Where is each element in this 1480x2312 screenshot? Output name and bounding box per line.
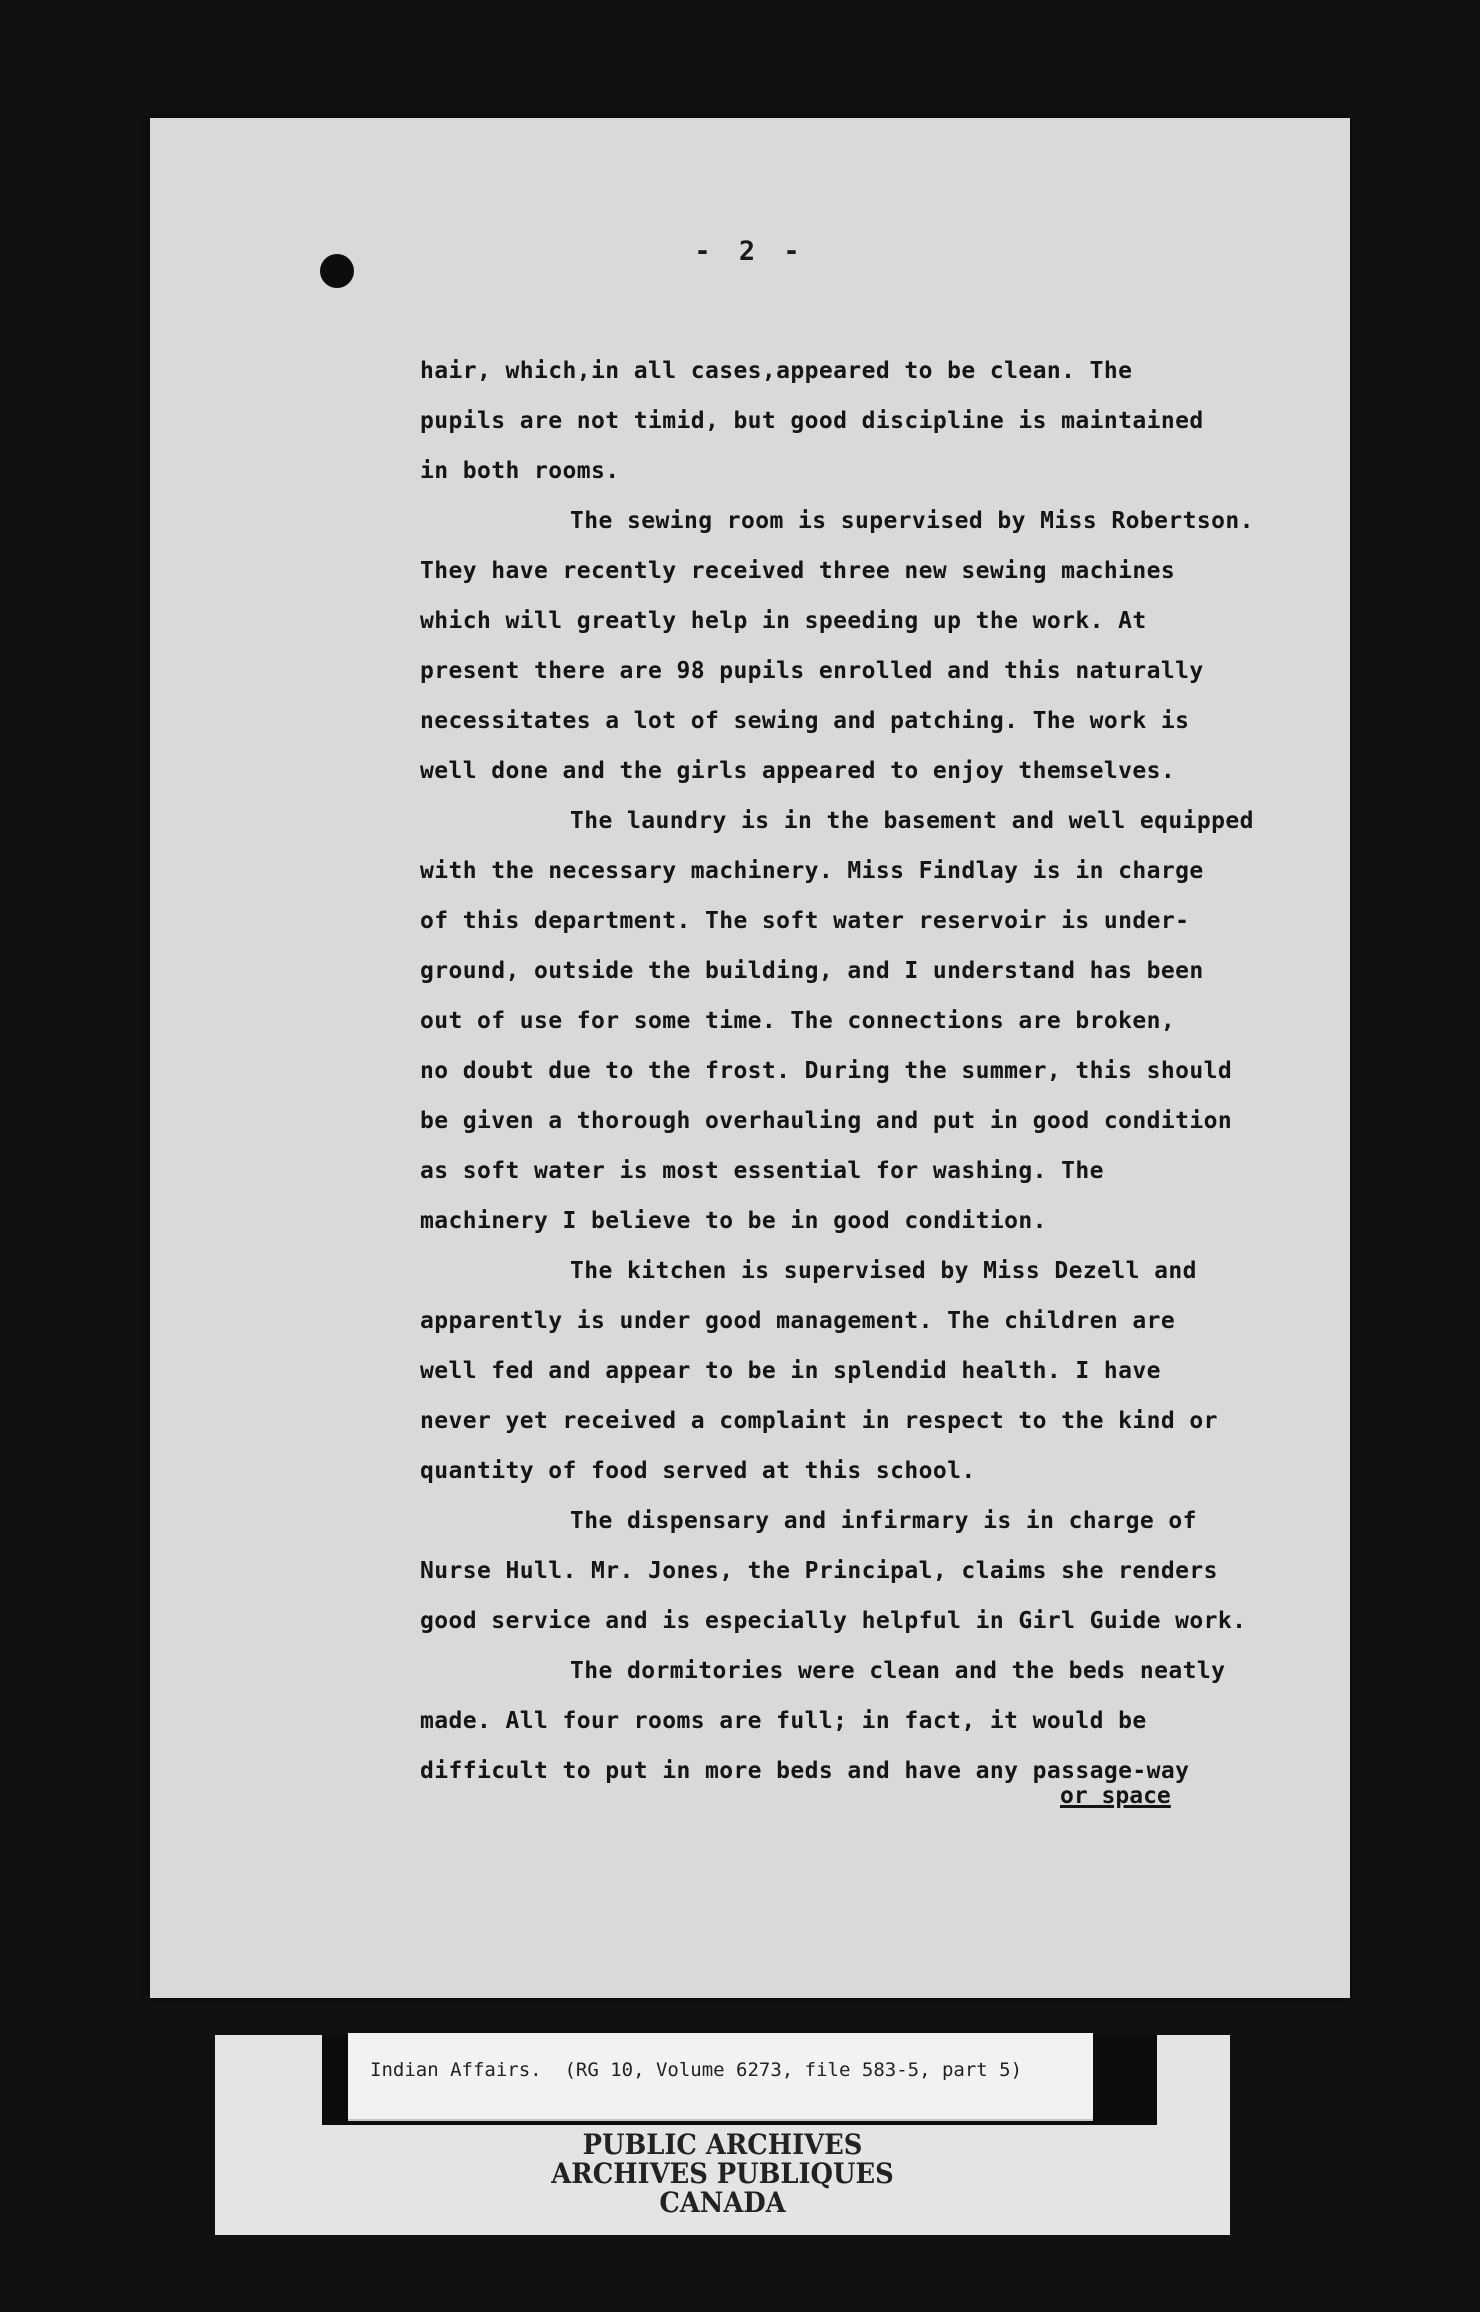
text-line: in both rooms. xyxy=(420,458,620,484)
page-number: - 2 - xyxy=(694,236,806,267)
text-line: necessitates a lot of sewing and patching. The work is xyxy=(420,708,1190,734)
text-line: machinery I believe to be in good condition. xyxy=(420,1208,1047,1234)
text-line: hair, which,in all cases,appeared to be clean. The xyxy=(420,358,1133,384)
text-line: be given a thorough overhauling and put in good condition xyxy=(420,1108,1233,1134)
archive-citation: Indian Affairs. (RG 10, Volume 6273, file 583-5, part 5) xyxy=(348,2033,1093,2121)
text-line: difficult to put in more beds and have any passage-way xyxy=(420,1758,1190,1784)
text-line: no doubt due to the frost. During the summer, this should xyxy=(420,1058,1233,1084)
text-line: as soft water is most essential for washing. The xyxy=(420,1158,1104,1184)
text-line: present there are 98 pupils enrolled and this naturally xyxy=(420,658,1204,684)
text-line: which will greatly help in speeding up the work. At xyxy=(420,608,1147,634)
document-page xyxy=(150,118,1350,1998)
text-line: quantity of food served at this school. xyxy=(420,1458,976,1484)
continuation-text: or space xyxy=(1060,1783,1171,1809)
text-line: apparently is under good management. The children are xyxy=(420,1308,1176,1334)
text-line: ground, outside the building, and I understand has been xyxy=(420,958,1204,984)
text-line: The dormitories were clean and the beds neatly xyxy=(570,1658,1226,1684)
stamp-line: CANADA xyxy=(659,2186,786,2219)
text-line: with the necessary machinery. Miss Findlay is in charge xyxy=(420,858,1204,884)
text-line: pupils are not timid, but good discipline is maintained xyxy=(420,408,1204,434)
text-line: well done and the girls appeared to enjoy themselves. xyxy=(420,758,1176,784)
text-line: The dispensary and infirmary is in charge of xyxy=(570,1508,1197,1534)
text-line: well fed and appear to be in splendid health. I have xyxy=(420,1358,1161,1384)
text-line: The kitchen is supervised by Miss Dezell and xyxy=(570,1258,1197,1284)
text-line: made. All four rooms are full; in fact, it would be xyxy=(420,1708,1147,1734)
text-line: out of use for some time. The connections are broken, xyxy=(420,1008,1176,1034)
stamp-line: ARCHIVES PUBLIQUES xyxy=(551,2157,894,2190)
text-line: They have recently received three new sewing machines xyxy=(420,558,1176,584)
text-line: never yet received a complaint in respect to the kind or xyxy=(420,1408,1218,1434)
text-line: The sewing room is supervised by Miss Robertson. xyxy=(570,508,1254,534)
stamp-line: PUBLIC ARCHIVES xyxy=(582,2128,863,2161)
text-line: Nurse Hull. Mr. Jones, the Principal, claims she renders xyxy=(420,1558,1218,1584)
text-line: The laundry is in the basement and well equipped xyxy=(570,808,1254,834)
text-line: of this department. The soft water reservoir is under- xyxy=(420,908,1190,934)
text-line: good service and is especially helpful in Girl Guide work. xyxy=(420,1608,1247,1634)
archives-stamp xyxy=(256,2130,1190,2217)
